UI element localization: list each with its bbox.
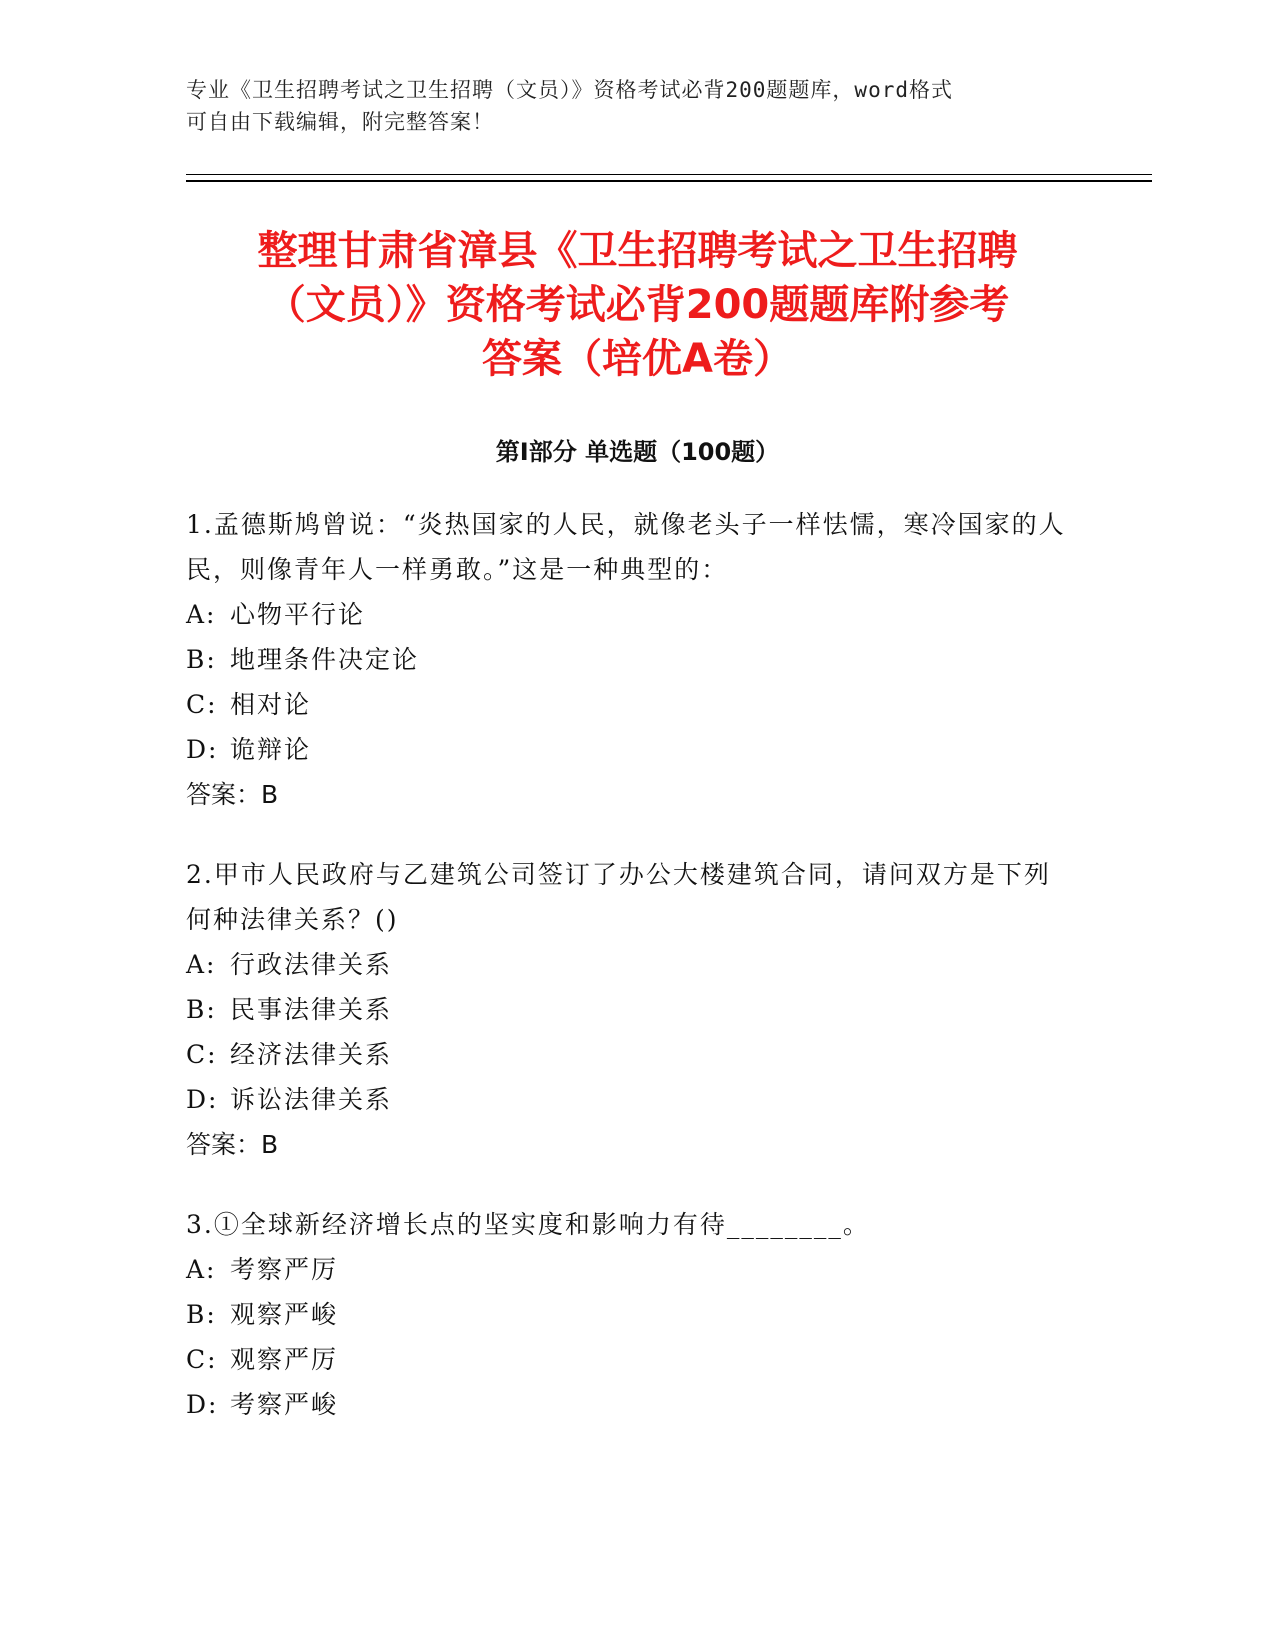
option-letter: A:	[186, 600, 217, 629]
option-letter: C:	[186, 690, 218, 719]
document-title	[160, 224, 1115, 386]
option-text: 心物平行论	[230, 600, 366, 629]
option-text: 观察严厉	[230, 1345, 339, 1374]
option-text: 诡辩论	[230, 735, 312, 764]
option-letter: D:	[186, 1085, 219, 1114]
question-stem: 3.①全球新经济增长点的坚实度和影响力有待________。	[186, 1210, 870, 1239]
header-rule-thick	[186, 180, 1152, 182]
option-letter: D:	[186, 1390, 219, 1419]
option-text: 诉讼法律关系	[230, 1085, 393, 1114]
option-b	[186, 637, 1066, 682]
option-letter: C:	[186, 1040, 218, 1069]
option-text: 地理条件决定论	[230, 645, 420, 674]
option-letter: D:	[186, 735, 219, 764]
question-1	[186, 502, 1066, 817]
option-text: 民事法律关系	[230, 995, 393, 1024]
option-a	[186, 592, 1066, 637]
option-c	[186, 1337, 1066, 1382]
option-letter: B:	[186, 645, 217, 674]
option-c	[186, 1032, 1066, 1077]
answer: 答案：B	[186, 1130, 279, 1159]
option-d	[186, 1382, 1066, 1427]
option-text: 考察严峻	[230, 1390, 339, 1419]
option-text: 相对论	[230, 690, 312, 719]
document-title-line-3: 答案（培优A卷）	[482, 336, 793, 382]
option-a	[186, 1247, 1066, 1292]
option-b	[186, 987, 1066, 1032]
section-heading: 第Ⅰ部分 单选题（100题）	[495, 438, 780, 466]
option-letter: B:	[186, 1300, 217, 1329]
document-title-line-1: 整理甘肃省漳县《卫生招聘考试之卫生招聘	[257, 228, 1018, 274]
option-letter: B:	[186, 995, 217, 1024]
document-title-line-2: （文员）》资格考试必背200题题库附参考	[265, 282, 1010, 328]
option-text: 经济法律关系	[230, 1040, 393, 1069]
option-c	[186, 682, 1066, 727]
option-text: 观察严峻	[230, 1300, 339, 1329]
option-letter: A:	[186, 1255, 217, 1284]
question-stem: 1.孟德斯鸠曾说：“炎热国家的人民，就像老头子一样怯懦，寒冷国家的人民，则像青年人一样勇敢。”这是一种典型的：	[186, 510, 1066, 584]
option-letter: A:	[186, 950, 217, 979]
option-d	[186, 727, 1066, 772]
question-3	[186, 1202, 1066, 1427]
answer: 答案：B	[186, 780, 279, 809]
option-d	[186, 1077, 1066, 1122]
question-2	[186, 852, 1066, 1167]
header-note-line-1: 专业《卫生招聘考试之卫生招聘（文员）》资格考试必背200题题库，word格式	[186, 78, 953, 102]
option-text: 考察严厉	[230, 1255, 339, 1284]
option-text: 行政法律关系	[230, 950, 393, 979]
option-b	[186, 1292, 1066, 1337]
header-note-line-2: 可自由下载编辑，附完整答案！	[186, 110, 494, 134]
header-note	[186, 74, 1066, 138]
option-letter: C:	[186, 1345, 218, 1374]
question-stem: 2.甲市人民政府与乙建筑公司签订了办公大楼建筑合同，请问双方是下列何种法律关系？()	[186, 860, 1051, 934]
option-a	[186, 942, 1066, 987]
header-rule-thin	[186, 174, 1152, 175]
